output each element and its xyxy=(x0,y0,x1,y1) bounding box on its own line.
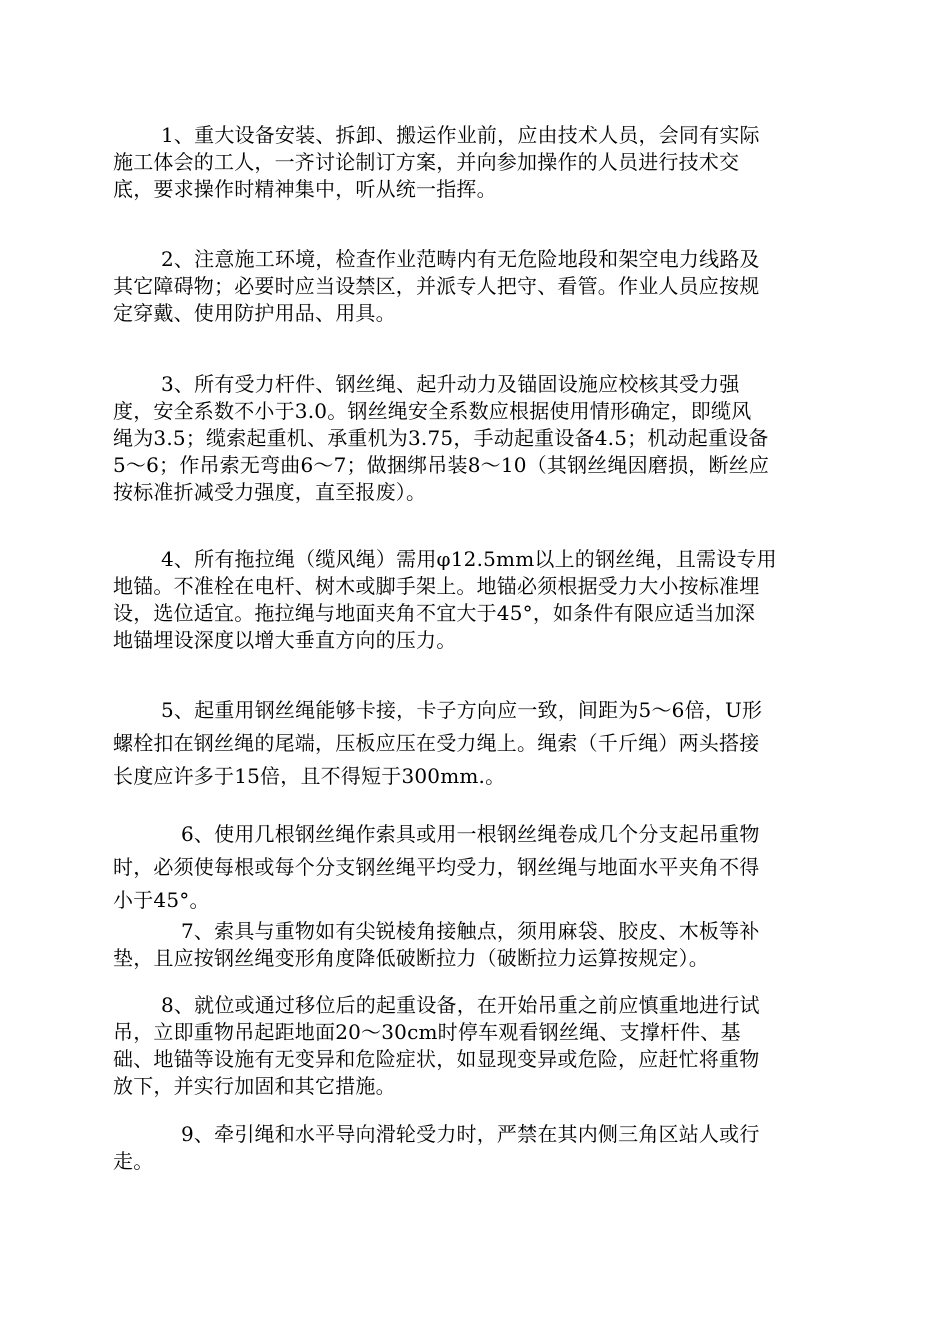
paragraph-line: 施工体会的工人，一齐讨论制订方案，并向参加操作的人员进行技术交 xyxy=(113,150,740,174)
paragraph-9 xyxy=(113,1121,838,1175)
paragraph-line: 垫，且应按钢丝绳变形角度降低破断拉力（破断拉力运算按规定）。 xyxy=(113,946,709,970)
paragraph-5 xyxy=(113,694,838,793)
paragraph-6 xyxy=(113,818,838,917)
paragraph-2 xyxy=(113,246,838,327)
paragraph-7 xyxy=(113,918,838,972)
paragraph-line: 1、重大设备安装、拆卸、搬运作业前，应由技术人员，会同有实际 xyxy=(161,123,760,147)
paragraph-line: 8、就位或通过移位后的起重设备，在开始吊重之前应慎重地进行试 xyxy=(161,993,760,1017)
paragraph-line: 吊，立即重物吊起距地面20～30cm时停车观看钢丝绳、支撑杆件、基 xyxy=(113,1020,741,1044)
paragraph-line: 其它障碍物；必要时应当设禁区，并派专人把守、看管。作业人员应按规 xyxy=(113,274,760,298)
paragraph-line: 5、起重用钢丝绳能够卡接，卡子方向应一致，间距为5～6倍，U形 xyxy=(161,698,763,722)
paragraph-line: 绳为3.5；缆索起重机、承重机为3.75，手动起重设备4.5；机动起重设备 xyxy=(113,426,769,450)
paragraph-line: 度，安全系数不小于3.0。钢丝绳安全系数应根据使用情形确定，即缆风 xyxy=(113,399,752,423)
paragraph-4 xyxy=(113,546,838,654)
paragraph-line: 7、索具与重物如有尖锐棱角接触点，须用麻袋、胶皮、木板等补 xyxy=(181,919,760,943)
paragraph-line: 走。 xyxy=(113,1149,154,1173)
paragraph-8 xyxy=(113,992,838,1100)
paragraph-3 xyxy=(113,371,838,506)
paragraph-line: 地锚。不准栓在电杆、树木或脚手架上。地锚必须根据受力大小按标准埋 xyxy=(113,574,760,598)
paragraph-line: 放下，并实行加固和其它措施。 xyxy=(113,1074,396,1098)
paragraph-line: 按标准折减受力强度，直至报废）。 xyxy=(113,480,427,504)
paragraph-line: 底，要求操作时精神集中，听从统一指挥。 xyxy=(113,177,497,201)
paragraph-line: 设，选位适宜。拖拉绳与地面夹角不宜大于45°，如条件有限应适当加深 xyxy=(113,601,756,625)
paragraph-line: 础、地锚等设施有无变异和危险症状，如显现变异或危险，应赶忙将重物 xyxy=(113,1047,760,1071)
paragraph-line: 4、所有拖拉绳（缆风绳）需用φ12.5mm以上的钢丝绳，且需设专用 xyxy=(161,547,777,571)
paragraph-line: 时，必须使每根或每个分支钢丝绳平均受力，钢丝绳与地面水平夹角不得 xyxy=(113,855,760,879)
paragraph-line: 6、使用几根钢丝绳作索具或用一根钢丝绳卷成几个分支起吊重物 xyxy=(181,822,760,846)
paragraph-line: 小于45°。 xyxy=(113,888,210,912)
paragraph-line: 9、牵引绳和水平导向滑轮受力时，严禁在其内侧三角区站人或行 xyxy=(181,1122,760,1146)
paragraph-line: 螺栓扣在钢丝绳的尾端，压板应压在受力绳上。绳索（千斤绳）两头搭接 xyxy=(113,731,760,755)
paragraph-1 xyxy=(113,122,838,203)
paragraph-line: 3、所有受力杆件、钢丝绳、起升动力及锚固设施应校核其受力强 xyxy=(161,372,740,396)
paragraph-line: 长度应许多于15倍，且不得短于300mm.。 xyxy=(113,764,506,788)
paragraph-line: 2、注意施工环境，检查作业范畴内有无危险地段和架空电力线路及 xyxy=(161,247,760,271)
paragraph-line: 地锚埋设深度以增大垂直方向的压力。 xyxy=(113,628,457,652)
paragraph-line: 5～6；作吊索无弯曲6～7；做捆绑吊装8～10（其钢丝绳因磨损，断丝应 xyxy=(113,453,770,477)
paragraph-line: 定穿戴、使用防护用品、用具。 xyxy=(113,301,396,325)
